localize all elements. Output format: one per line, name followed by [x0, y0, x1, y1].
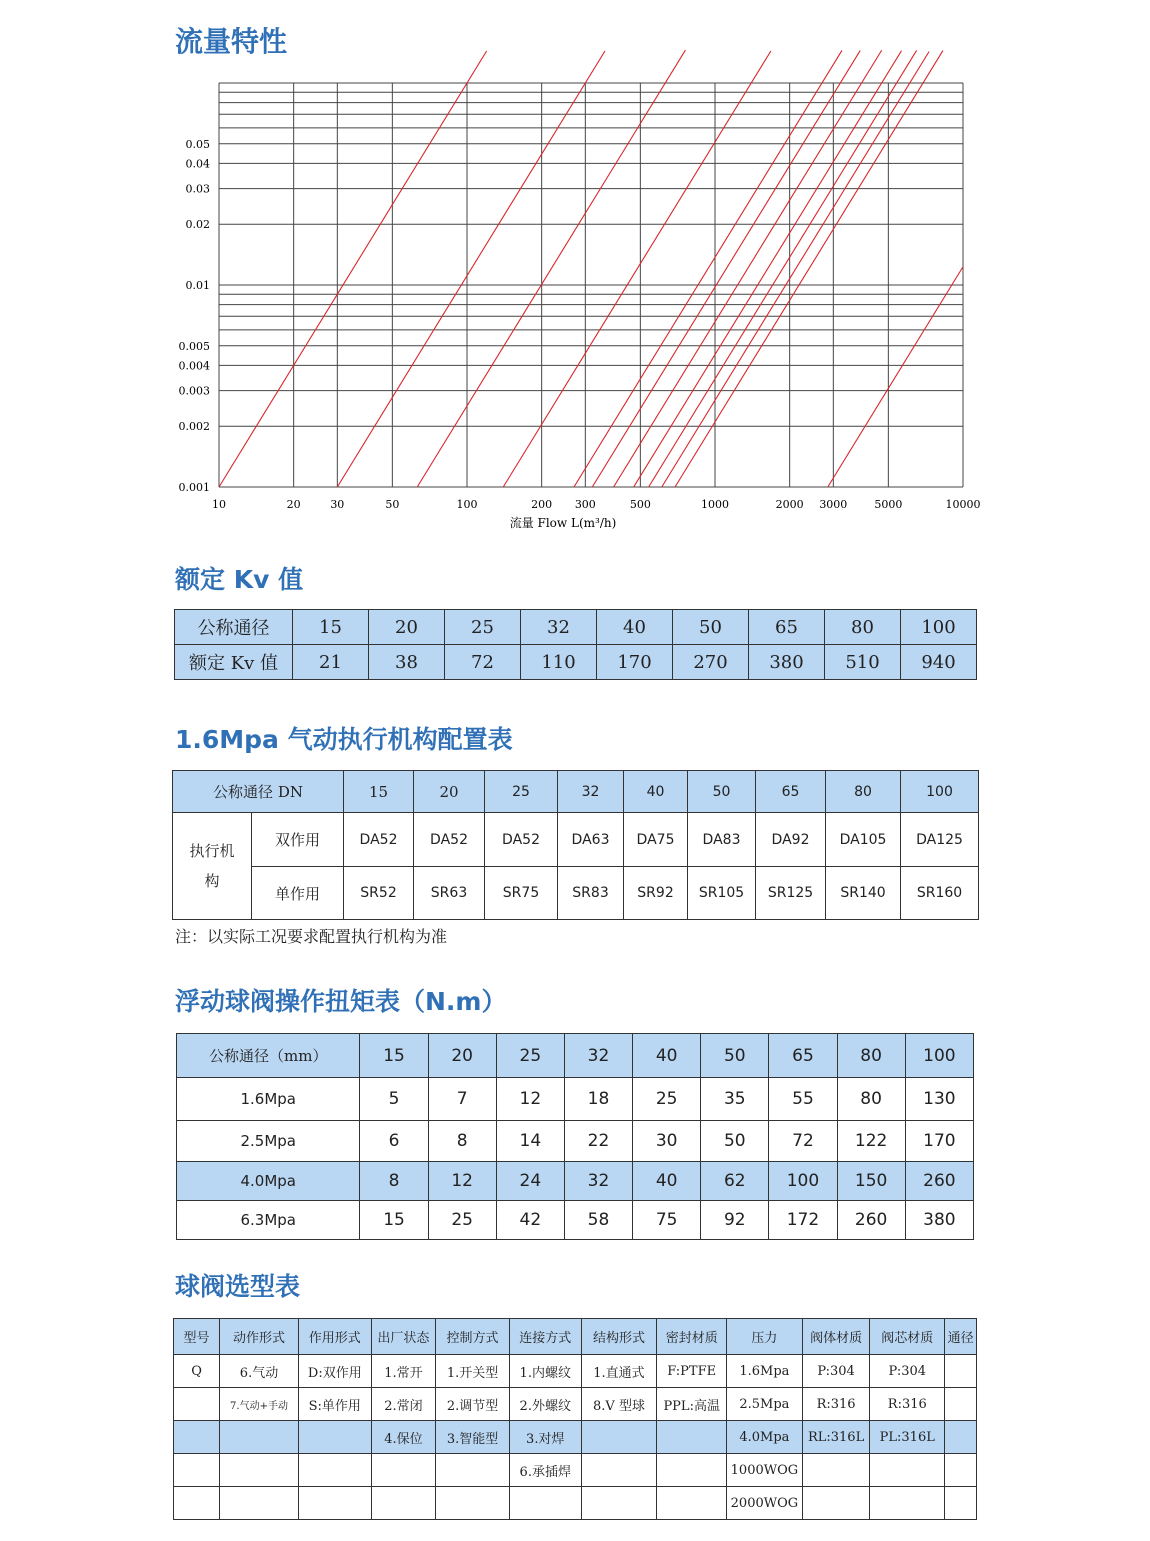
selection-header-cell: 阀体材质 — [802, 1319, 870, 1355]
selection-cell — [581, 1487, 657, 1520]
torque-cell: 24 — [496, 1162, 564, 1201]
chart-tick-labels — [179, 138, 981, 511]
chart-y-tick-label: 0.03 — [185, 182, 210, 196]
torque-cell: 32 — [564, 1162, 632, 1201]
selection-cell: 7.气动+手动 — [220, 1388, 299, 1421]
kv-value-cell: 380 — [749, 645, 825, 680]
selection-cell: PPL:高温 — [657, 1388, 727, 1421]
selection-cell: F:PTFE — [657, 1355, 727, 1388]
chart-x-tick-label: 200 — [531, 498, 553, 511]
selection-table-title: 球阀选型表 — [175, 1272, 301, 1301]
actuator-dn-cell: 100 — [901, 771, 979, 813]
actuator-dn-cell: 32 — [558, 771, 624, 813]
kv-dn-label: 公称通径 — [175, 610, 293, 645]
selection-cell: S:单作用 — [298, 1388, 371, 1421]
torque-cell: 12 — [428, 1162, 496, 1201]
chart-flow-line — [592, 51, 860, 487]
chart-x-tick-label: 20 — [286, 498, 301, 511]
selection-cell — [945, 1454, 977, 1487]
selection-cell — [220, 1421, 299, 1454]
torque-cell: 150 — [837, 1162, 905, 1201]
torque-dn-cell: 15 — [360, 1034, 428, 1078]
torque-cell: 14 — [496, 1121, 564, 1162]
torque-dn-cell: 80 — [837, 1034, 905, 1078]
torque-cell: 58 — [564, 1201, 632, 1240]
torque-table — [176, 1033, 974, 1240]
chart-y-tick-label: 0.005 — [178, 339, 210, 353]
selection-header-cell: 控制方式 — [436, 1319, 510, 1355]
actuator-header-row — [173, 771, 979, 813]
chart-flow-line — [614, 50, 882, 487]
selection-cell: Q — [174, 1355, 220, 1388]
selection-cell: 6.气动 — [220, 1355, 299, 1388]
kv-dn-row — [175, 610, 977, 645]
chart-y-tick-label: 0.002 — [178, 420, 210, 434]
torque-cell: 75 — [633, 1201, 701, 1240]
chart-y-tick-label: 0.02 — [185, 218, 210, 232]
selection-cell — [945, 1355, 977, 1388]
kv-dn-cell: 20 — [369, 610, 445, 645]
actuator-single-cell: SR160 — [901, 867, 979, 920]
torque-cell: 130 — [905, 1078, 973, 1121]
torque-cell: 55 — [769, 1078, 837, 1121]
selection-cell — [870, 1487, 945, 1520]
chart-flow-line — [574, 50, 842, 487]
kv-value-cell: 72 — [445, 645, 521, 680]
selection-cell: 4.0Mpa — [727, 1421, 803, 1454]
torque-cell: 8 — [428, 1121, 496, 1162]
kv-value-cell: 270 — [673, 645, 749, 680]
selection-cell — [657, 1487, 727, 1520]
chart-flow-line — [662, 51, 929, 487]
selection-header-cell: 阀芯材质 — [870, 1319, 945, 1355]
actuator-double-cell: DA75 — [624, 813, 688, 867]
chart-flow-line — [337, 51, 605, 487]
actuator-dn-cell: 20 — [414, 771, 485, 813]
torque-row-label: 2.5Mpa — [177, 1121, 360, 1162]
chart-x-tick-label: 300 — [574, 498, 596, 511]
actuator-double-label: 双作用 — [252, 813, 344, 867]
torque-cell: 380 — [905, 1201, 973, 1240]
selection-row — [174, 1454, 977, 1487]
torque-cell: 18 — [564, 1078, 632, 1121]
chart-y-tick-label: 0.003 — [178, 384, 210, 398]
actuator-single-cell: SR92 — [624, 867, 688, 920]
kv-dn-cell: 80 — [825, 610, 901, 645]
torque-cell: 80 — [837, 1078, 905, 1121]
selection-cell — [298, 1454, 371, 1487]
chart-flow-line — [828, 267, 963, 487]
selection-header-cell: 通径 — [945, 1319, 977, 1355]
flow-characteristic-title: 流量特性 — [175, 25, 288, 58]
chart-x-tick-label: 50 — [385, 498, 400, 511]
torque-row — [177, 1201, 974, 1240]
torque-dn-label: 公称通径（mm） — [177, 1034, 360, 1078]
selection-cell — [174, 1388, 220, 1421]
torque-row-label: 6.3Mpa — [177, 1201, 360, 1240]
selection-row — [174, 1355, 977, 1388]
actuator-table-title: 1.6Mpa 气动执行机构配置表 — [175, 725, 513, 754]
actuator-dn-cell: 80 — [826, 771, 901, 813]
selection-cell — [174, 1454, 220, 1487]
selection-cell — [220, 1487, 299, 1520]
kv-table — [174, 609, 977, 680]
selection-cell: R:316 — [870, 1388, 945, 1421]
selection-cell — [581, 1454, 657, 1487]
kv-value-row — [175, 645, 977, 680]
selection-cell — [802, 1454, 870, 1487]
selection-cell — [298, 1487, 371, 1520]
chart-flow-line — [649, 50, 917, 487]
torque-row-label: 1.6Mpa — [177, 1078, 360, 1121]
selection-cell: 1.常开 — [371, 1355, 436, 1388]
selection-cell: 2.5Mpa — [727, 1388, 803, 1421]
kv-dn-cell: 100 — [901, 610, 977, 645]
selection-cell — [436, 1487, 510, 1520]
selection-row — [174, 1487, 977, 1520]
actuator-dn-cell: 15 — [344, 771, 414, 813]
selection-cell — [945, 1487, 977, 1520]
chart-y-tick-label: 0.004 — [178, 359, 210, 373]
selection-cell — [174, 1487, 220, 1520]
selection-cell — [945, 1388, 977, 1421]
selection-cell: 1000WOG — [727, 1454, 803, 1487]
selection-cell: 1.开关型 — [436, 1355, 510, 1388]
actuator-double-cell: DA52 — [485, 813, 558, 867]
kv-value-cell: 110 — [521, 645, 597, 680]
chart-y-tick-label: 0.04 — [185, 157, 210, 171]
torque-header-row — [177, 1034, 974, 1078]
selection-cell: P:304 — [802, 1355, 870, 1388]
selection-cell: 2000WOG — [727, 1487, 803, 1520]
selection-cell: 8.V 型球 — [581, 1388, 657, 1421]
actuator-single-row — [173, 867, 979, 920]
kv-value-cell: 170 — [597, 645, 673, 680]
torque-cell: 50 — [701, 1121, 769, 1162]
actuator-single-cell: SR52 — [344, 867, 414, 920]
selection-cell — [657, 1421, 727, 1454]
actuator-double-cell: DA52 — [414, 813, 485, 867]
kv-dn-cell: 50 — [673, 610, 749, 645]
chart-x-tick-label: 3000 — [819, 498, 848, 511]
chart-x-tick-label: 2000 — [775, 498, 804, 511]
selection-header-cell: 动作形式 — [220, 1319, 299, 1355]
actuator-single-cell: SR83 — [558, 867, 624, 920]
torque-cell: 40 — [633, 1162, 701, 1201]
selection-row — [174, 1421, 977, 1454]
flow-chart — [0, 0, 1150, 545]
selection-cell — [298, 1421, 371, 1454]
selection-cell — [436, 1454, 510, 1487]
selection-cell: 2.常闭 — [371, 1388, 436, 1421]
selection-cell: R:316 — [802, 1388, 870, 1421]
selection-cell: 4.保位 — [371, 1421, 436, 1454]
actuator-double-cell: DA125 — [901, 813, 979, 867]
selection-table — [173, 1318, 977, 1520]
selection-cell: RL:316L — [802, 1421, 870, 1454]
torque-cell: 6 — [360, 1121, 428, 1162]
kv-value-cell: 21 — [293, 645, 369, 680]
torque-row — [177, 1078, 974, 1121]
torque-cell: 5 — [360, 1078, 428, 1121]
actuator-single-cell: SR125 — [756, 867, 826, 920]
kv-value-cell: 510 — [825, 645, 901, 680]
torque-dn-cell: 32 — [564, 1034, 632, 1078]
selection-header-cell: 作用形式 — [298, 1319, 371, 1355]
chart-flow-line — [417, 50, 685, 487]
chart-grid — [219, 83, 963, 487]
actuator-double-cell: DA92 — [756, 813, 826, 867]
torque-row — [177, 1121, 974, 1162]
selection-row — [174, 1388, 977, 1421]
selection-cell: 3.智能型 — [436, 1421, 510, 1454]
kv-dn-cell: 25 — [445, 610, 521, 645]
actuator-dn-cell: 50 — [688, 771, 756, 813]
chart-y-tick-label: 0.001 — [178, 481, 210, 494]
selection-cell: 3.对焊 — [509, 1421, 581, 1454]
torque-cell: 172 — [769, 1201, 837, 1240]
actuator-single-cell: SR105 — [688, 867, 756, 920]
torque-cell: 35 — [701, 1078, 769, 1121]
selection-header-cell: 密封材质 — [657, 1319, 727, 1355]
torque-cell: 260 — [837, 1201, 905, 1240]
kv-dn-cell: 40 — [597, 610, 673, 645]
torque-cell: 25 — [633, 1078, 701, 1121]
actuator-double-cell: DA83 — [688, 813, 756, 867]
actuator-double-cell: DA105 — [826, 813, 901, 867]
chart-x-tick-label: 10 — [212, 498, 226, 511]
selection-header-row — [174, 1319, 977, 1355]
selection-cell — [509, 1487, 581, 1520]
actuator-double-row — [173, 813, 979, 867]
chart-x-tick-label: 100 — [456, 498, 478, 511]
kv-dn-cell: 15 — [293, 610, 369, 645]
torque-cell: 15 — [360, 1201, 428, 1240]
kv-value-cell: 940 — [901, 645, 977, 680]
selection-cell — [371, 1454, 436, 1487]
chart-x-axis-label: 流量 Flow L(m³/h) — [509, 516, 617, 530]
kv-value-cell: 38 — [369, 645, 445, 680]
torque-cell: 30 — [633, 1121, 701, 1162]
actuator-single-cell: SR140 — [826, 867, 901, 920]
selection-cell: D:双作用 — [298, 1355, 371, 1388]
selection-cell: 1.内螺纹 — [509, 1355, 581, 1388]
selection-cell: PL:316L — [870, 1421, 945, 1454]
selection-cell: 2.调节型 — [436, 1388, 510, 1421]
chart-y-tick-label: 0.05 — [185, 137, 210, 151]
torque-dn-cell: 65 — [769, 1034, 837, 1078]
selection-cell: 2.外螺纹 — [509, 1388, 581, 1421]
kv-table-title: 额定 Kv 值 — [175, 565, 304, 594]
torque-dn-cell: 50 — [701, 1034, 769, 1078]
actuator-group-label: 执行机构 — [173, 813, 252, 920]
torque-row — [177, 1162, 974, 1201]
kv-dn-cell: 32 — [521, 610, 597, 645]
torque-cell: 62 — [701, 1162, 769, 1201]
torque-cell: 122 — [837, 1121, 905, 1162]
kv-value-label: 额定 Kv 值 — [175, 645, 293, 680]
actuator-note: 注：以实际工况要求配置执行机构为准 — [175, 927, 448, 946]
torque-dn-cell: 20 — [428, 1034, 496, 1078]
chart-lines — [219, 50, 963, 487]
torque-cell: 100 — [769, 1162, 837, 1201]
selection-cell — [945, 1421, 977, 1454]
torque-table-title: 浮动球阀操作扭矩表（N.m） — [175, 987, 507, 1016]
actuator-single-cell: SR75 — [485, 867, 558, 920]
chart-x-tick-label: 30 — [330, 498, 345, 511]
chart-flow-line — [219, 51, 487, 487]
selection-cell: 6.承插焊 — [509, 1454, 581, 1487]
selection-header-cell: 压力 — [727, 1319, 803, 1355]
selection-header-cell: 型号 — [174, 1319, 220, 1355]
torque-cell: 25 — [428, 1201, 496, 1240]
chart-x-tick-label: 500 — [629, 498, 651, 511]
selection-header-cell: 出厂状态 — [371, 1319, 436, 1355]
actuator-dn-cell: 65 — [756, 771, 826, 813]
actuator-double-cell: DA63 — [558, 813, 624, 867]
torque-cell: 92 — [701, 1201, 769, 1240]
chart-flow-line — [634, 51, 902, 487]
torque-cell: 170 — [905, 1121, 973, 1162]
torque-cell: 72 — [769, 1121, 837, 1162]
actuator-table — [172, 770, 979, 920]
torque-cell: 22 — [564, 1121, 632, 1162]
chart-x-tick-label: 10000 — [945, 498, 981, 511]
torque-cell: 42 — [496, 1201, 564, 1240]
selection-cell: 1.6Mpa — [727, 1355, 803, 1388]
selection-cell — [657, 1454, 727, 1487]
chart-x-tick-label: 1000 — [701, 498, 729, 511]
chart-x-tick-label: 5000 — [874, 498, 903, 511]
kv-dn-cell: 65 — [749, 610, 825, 645]
torque-cell: 260 — [905, 1162, 973, 1201]
actuator-dn-cell: 25 — [485, 771, 558, 813]
torque-cell: 8 — [360, 1162, 428, 1201]
selection-cell — [220, 1454, 299, 1487]
chart-y-tick-label: 0.01 — [185, 279, 210, 292]
selection-header-cell: 连接方式 — [509, 1319, 581, 1355]
selection-header-cell: 结构形式 — [581, 1319, 657, 1355]
selection-cell — [371, 1487, 436, 1520]
actuator-dn-cell: 40 — [624, 771, 688, 813]
torque-dn-cell: 100 — [905, 1034, 973, 1078]
selection-cell: P:304 — [870, 1355, 945, 1388]
torque-cell: 12 — [496, 1078, 564, 1121]
torque-dn-cell: 25 — [496, 1034, 564, 1078]
selection-cell — [581, 1421, 657, 1454]
selection-cell — [802, 1487, 870, 1520]
actuator-single-cell: SR63 — [414, 867, 485, 920]
torque-cell: 7 — [428, 1078, 496, 1121]
selection-cell — [174, 1421, 220, 1454]
selection-cell: 1.直通式 — [581, 1355, 657, 1388]
actuator-double-cell: DA52 — [344, 813, 414, 867]
actuator-dn-label: 公称通径 DN — [173, 771, 344, 813]
chart-flow-line — [503, 51, 771, 487]
torque-dn-cell: 40 — [633, 1034, 701, 1078]
actuator-single-label: 单作用 — [252, 867, 344, 920]
selection-cell — [870, 1454, 945, 1487]
torque-row-label: 4.0Mpa — [177, 1162, 360, 1201]
